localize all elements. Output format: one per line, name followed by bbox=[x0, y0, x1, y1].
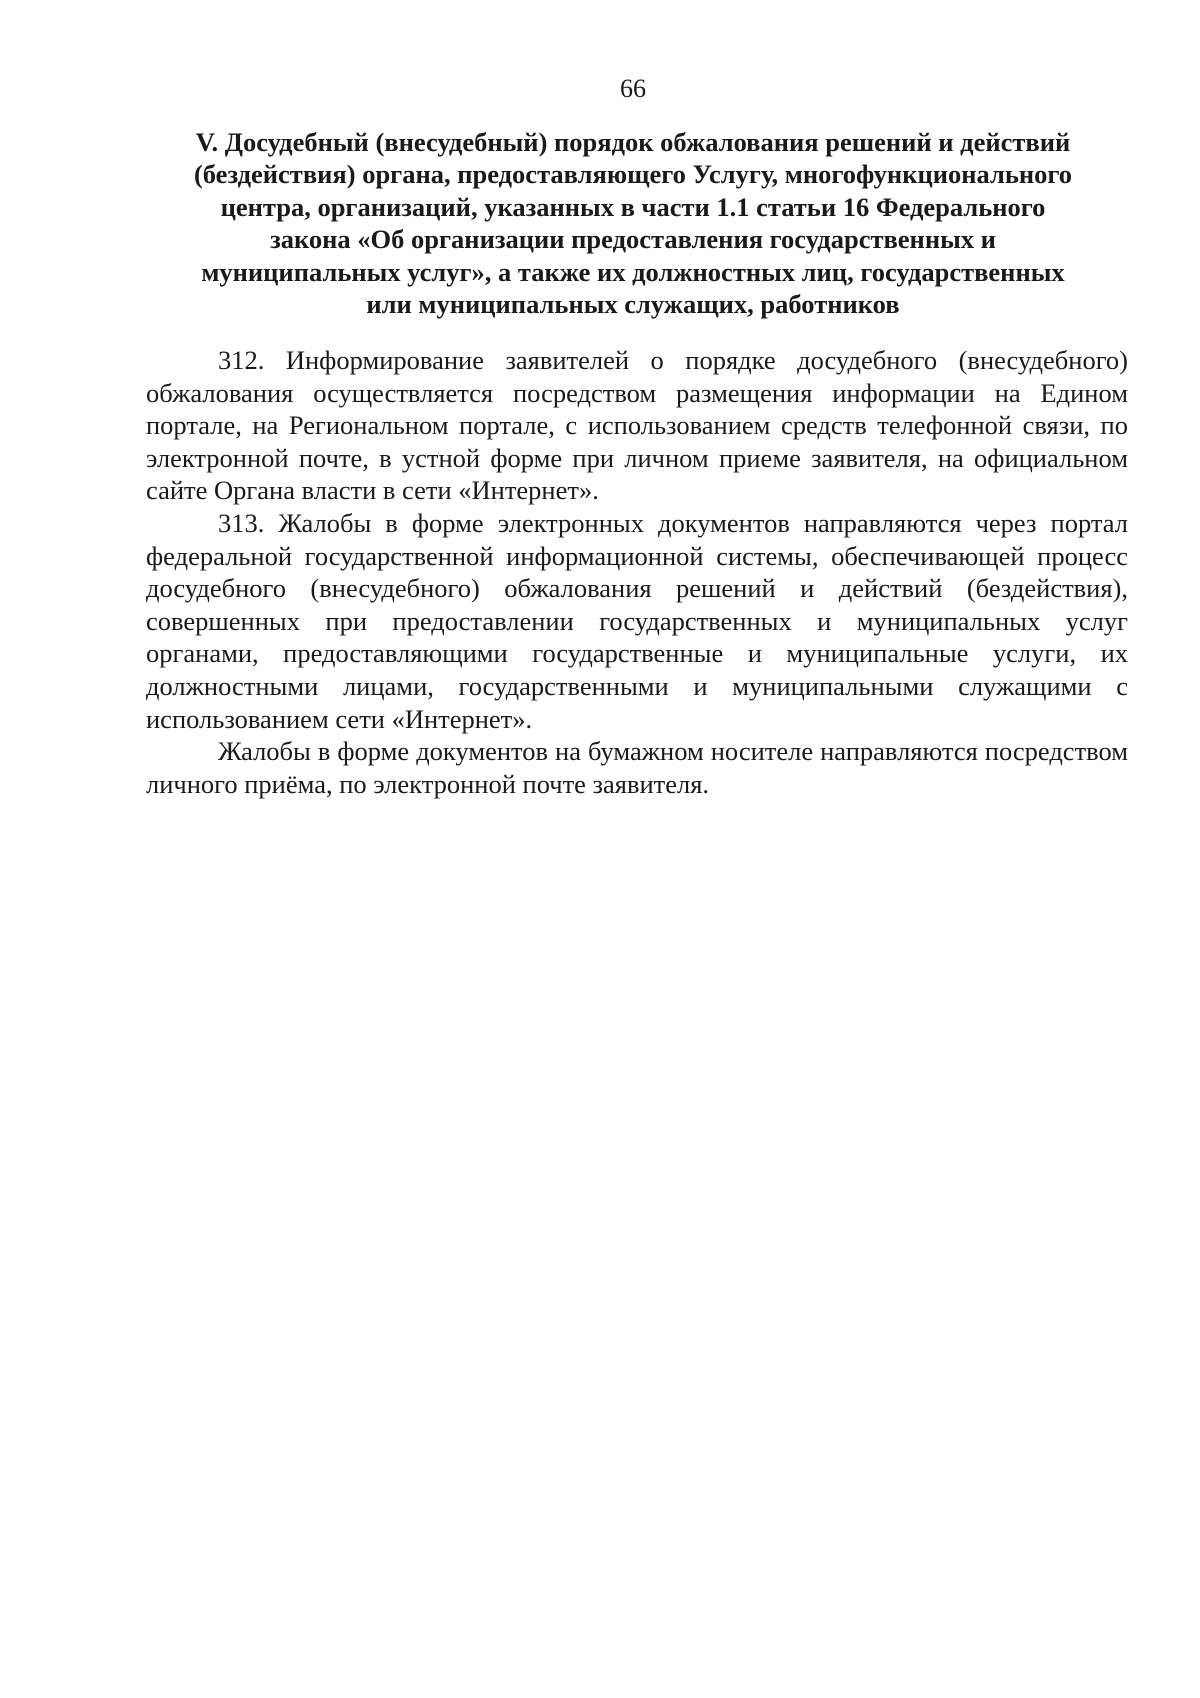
page-number: 66 bbox=[620, 74, 646, 103]
body-text bbox=[146, 344, 1128, 800]
heading-line: закона «Об организации предоставления государственных и bbox=[270, 224, 996, 255]
section-heading bbox=[132, 126, 1134, 320]
heading-line: муниципальных услуг», а также их должностных лиц, государственных bbox=[201, 256, 1065, 287]
paragraph-313: 313. Жалобы в форме электронных документов направляются через портал федеральной государственной информационной системы, обеспечивающей процесс досудебного (внесудебного) обжалования решений и действий (бездействия), совершенных при предоставлении государственных и муниципальных услуг органами, предоставляющими государственные и муниципальные услуги, их должностными лицами, государственными и муниципальными служащими с использованием сети «Интернет». bbox=[146, 507, 1128, 734]
heading-line: или муниципальных служащих, работников bbox=[366, 289, 900, 320]
paragraph-312: 312. Информирование заявителей о порядке досудебного (внесудебного) обжалования осуществляется посредством размещения информации на Едином портале, на Региональном портале, с использованием средств телефонной связи, по электронной почте, в устной форме при личном приеме заявителя, на официальном сайте Органа власти в сети «Интернет». bbox=[146, 345, 1128, 506]
heading-line: центра, организаций, указанных в части 1.1 статьи 16 Федерального bbox=[220, 191, 1046, 222]
heading-line: V. Досудебный (внесудебный) порядок обжалования решений и действий bbox=[195, 127, 1071, 157]
paragraph-paper-complaints: Жалобы в форме документов на бумажном носителе направляются посредством личного приёма, по электронной почте заявителя. bbox=[146, 736, 1128, 799]
heading-line: (бездействия) органа, предоставляющего Услугу, многофункционального bbox=[193, 159, 1073, 190]
